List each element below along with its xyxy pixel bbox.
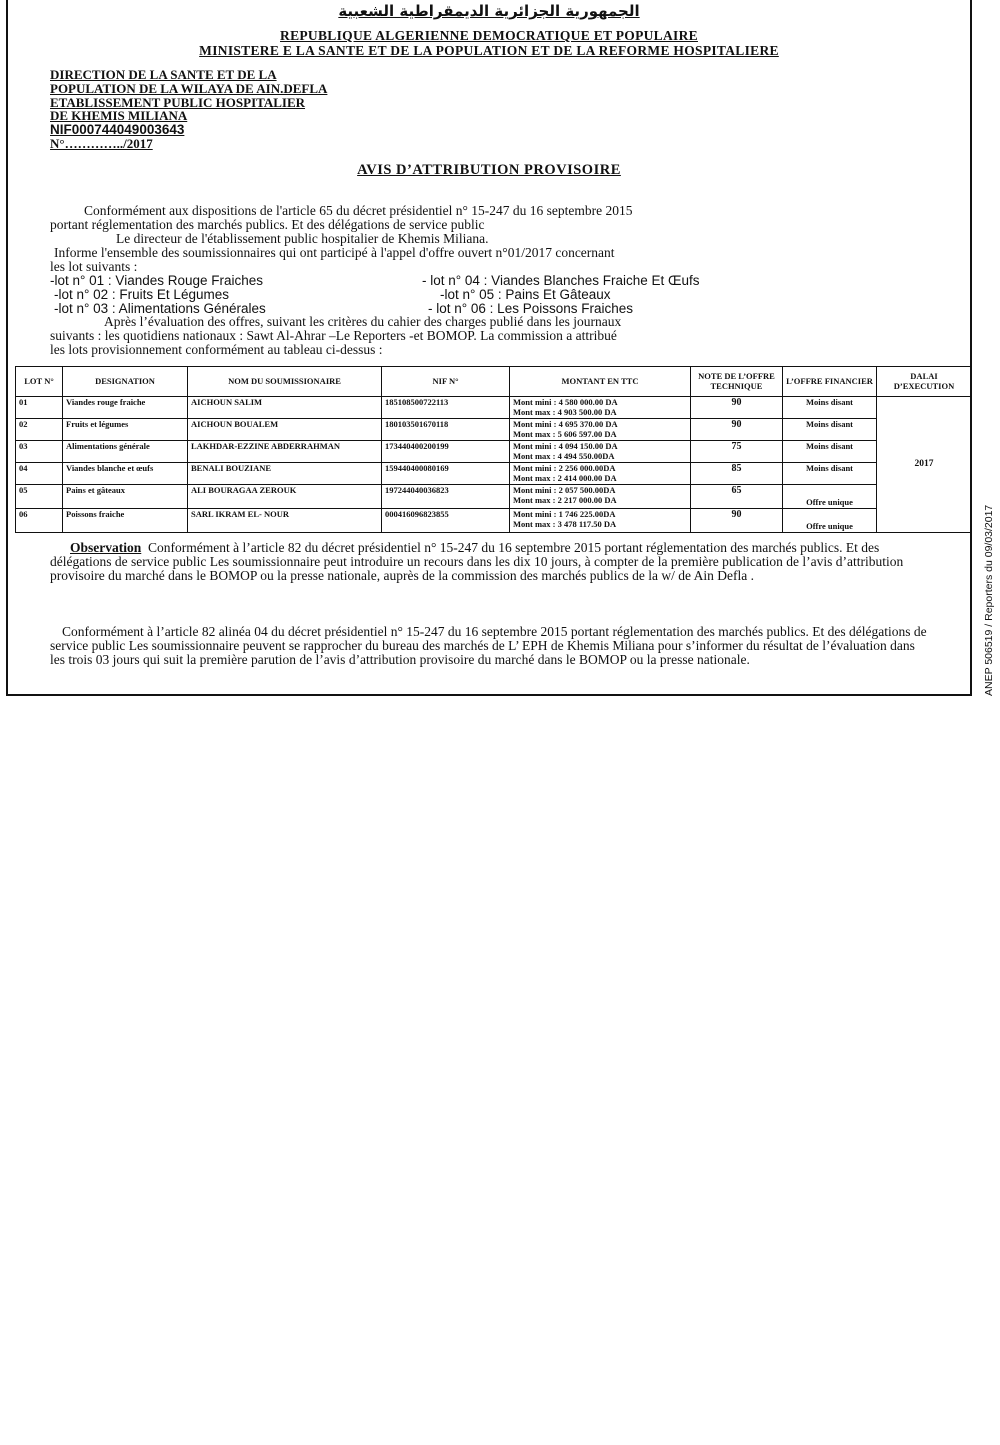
ministry-header: MINISTERE E LA SANTE ET DE LA POPULATION ET DE LA REFORME HOSPITALIERE — [199, 43, 779, 58]
amount-max: Mont max : 2 414 000.00 DA — [513, 472, 617, 483]
evaluation-line-1: Après l’évaluation des offres, suivant les critères du cahier des charges publié dans les journaux — [104, 314, 622, 329]
publication-stamp: ANEP 506519 / Reporters du 09/03/2017 — [983, 504, 995, 696]
observation-text: Conformément à l’article 82 du décret présidentiel n° 15-247 du 16 septembre 2015 portant réglementation des marchés publics. Et des délégations de service public Les soumissionnaire peut introduire un recours dans les dix 10 jours, à compter de la première publication de l’avis d’attribution provisoire du marché dans le BOMOP ou la presse nationale, auprès de la commission des marchés publics de la w/ de Ain Defla . — [50, 540, 904, 583]
reference-number: N°…………../2017 — [50, 136, 153, 151]
cell-nif: 173440400200199 — [382, 441, 510, 463]
table-row — [16, 419, 972, 441]
cell-offer: Moins disant — [783, 419, 877, 441]
observation-paragraph — [50, 541, 930, 582]
amount-min: Mont mini : 4 695 370.00 DA — [513, 419, 618, 429]
table-row — [16, 463, 972, 485]
cell-amount — [510, 509, 691, 533]
header-name: NOM DU SOUMISSIONAIRE — [188, 367, 382, 397]
header-nif: NIF N° — [382, 367, 510, 397]
table-row — [16, 485, 972, 509]
cell-name: AICHOUN BOUALEM — [188, 419, 382, 441]
cell-name: AICHOUN SALIM — [188, 397, 382, 419]
cell-offer: Offre unique — [783, 485, 877, 509]
cell-designation: Alimentations générale — [63, 441, 188, 463]
lot-item-02: -lot n° 02 : Fruits Et Légumes — [54, 287, 229, 302]
cell-designation: Viandes rouge fraiche — [63, 397, 188, 419]
cell-nif: 185108500722113 — [382, 397, 510, 419]
intro-line-1: Conformément aux dispositions de l'article 65 du décret présidentiel n° 15-247 du 16 septembre 2015 — [84, 203, 633, 218]
intro-line-2: portant réglementation des marchés publics. Et des délégations de service public — [50, 217, 485, 232]
notice-title: AVIS D’ATTRIBUTION PROVISOIRE — [357, 162, 621, 178]
amount-min: Mont mini : 2 256 000.00DA — [513, 463, 616, 473]
cell-name: LAKHDAR-EZZINE ABDERRAHMAN — [188, 441, 382, 463]
final-paragraph: Conformément à l’article 82 alinéa 04 du décret présidentiel n° 15-247 du 16 septembre 2015 portant réglementation des marchés publics. Et des délégations de service public Les soumissionnaire peuvent se rapprocher du bureau des marchés de L’ EPH de Khemis Miliana pour s’informer du résultat de l’évaluation dans les trois 03 jours qui suit la première parution de l’avis d’attribution provisoire du marché dans le BOMOP ou la presse nationale. — [50, 624, 927, 667]
table-row — [16, 397, 972, 419]
cell-name: SARL IKRAM EL- NOUR — [188, 509, 382, 533]
cell-name: ALI BOURAGAA ZEROUK — [188, 485, 382, 509]
lot-item-03: -lot n° 03 : Alimentations Générales — [54, 301, 266, 316]
cell-note: 90 — [691, 419, 783, 441]
amount-max: Mont max : 5 606 597.00 DA — [513, 428, 617, 439]
header-offer: L’OFFRE FINANCIER — [783, 367, 877, 397]
cell-designation: Poissons fraiche — [63, 509, 188, 533]
direction-line-4: DE KHEMIS MILIANA — [50, 108, 188, 123]
cell-amount — [510, 441, 691, 463]
table-row — [16, 509, 972, 533]
cell-note: 90 — [691, 397, 783, 419]
amount-min: Mont mini : 1 746 225.00DA — [513, 509, 616, 519]
header-designation: DESIGNATION — [63, 367, 188, 397]
amount-max: Mont max : 4 903 500.00 DA — [513, 406, 617, 417]
table-row — [16, 441, 972, 463]
evaluation-line-2: suivants : les quotidiens nationaux : Sawt Al-Ahrar –Le Reporters -et BOMOP. La commission a attribué — [50, 328, 617, 343]
cell-amount — [510, 397, 691, 419]
direction-line-3: ETABLISSEMENT PUBLIC HOSPITALIER — [50, 95, 306, 110]
intro-line-5: les lot suivants : — [50, 259, 138, 274]
amount-max: Mont max : 4 494 550.00DA — [513, 450, 615, 461]
amount-min: Mont mini : 2 057 500.00DA — [513, 485, 616, 495]
lot-item-06: - lot n° 06 : Les Poissons Fraiches — [428, 301, 633, 316]
observation-label: Observation — [70, 540, 142, 555]
amount-max: Mont max : 2 217 000.00 DA — [513, 494, 617, 505]
evaluation-line-3: les lots provisionnement conformément au tableau ci-dessus : — [50, 342, 383, 357]
cell-lot: 05 — [16, 485, 63, 509]
cell-nif: 159440400080169 — [382, 463, 510, 485]
lot-item-05: -lot n° 05 : Pains Et Gâteaux — [440, 287, 611, 302]
cell-amount — [510, 419, 691, 441]
attribution-table — [15, 366, 972, 533]
lot-item-01: -lot n° 01 : Viandes Rouge Fraiches — [50, 273, 264, 288]
lot-item-04: - lot n° 04 : Viandes Blanches Fraiche Et Œufs — [422, 273, 700, 288]
amount-max: Mont max : 3 478 117.50 DA — [513, 518, 617, 529]
amount-min: Mont mini : 4 580 000.00 DA — [513, 397, 618, 407]
table-header-row — [16, 367, 972, 397]
cell-note: 75 — [691, 441, 783, 463]
cell-lot: 04 — [16, 463, 63, 485]
intro-line-4: Informe l'ensemble des soumissionnaires qui ont participé à l'appel d'offre ouvert n°01/2017 concernant — [54, 245, 615, 260]
cell-amount — [510, 485, 691, 509]
amount-min: Mont mini : 4 094 150.00 DA — [513, 441, 618, 451]
cell-lot: 01 — [16, 397, 63, 419]
cell-note: 85 — [691, 463, 783, 485]
cell-offer: Offre unique — [783, 509, 877, 533]
cell-name: BENALI BOUZIANE — [188, 463, 382, 485]
cell-lot: 02 — [16, 419, 63, 441]
cell-nif: 180103501670118 — [382, 419, 510, 441]
cell-designation: Pains et gâteaux — [63, 485, 188, 509]
direction-line-1: DIRECTION DE LA SANTE ET DE LA — [50, 67, 277, 82]
cell-delay: 2017 — [877, 397, 972, 533]
cell-designation: Viandes blanche et œufs — [63, 463, 188, 485]
cell-nif: 000416096823855 — [382, 509, 510, 533]
intro-line-3: Le directeur de l'établissement public hospitalier de Khemis Miliana. — [116, 231, 489, 246]
republic-header: REPUBLIQUE ALGERIENNE DEMOCRATIQUE ET POPULAIRE — [280, 28, 698, 43]
cell-offer: Moins disant — [783, 463, 877, 485]
header-lot: LOT N° — [16, 367, 63, 397]
cell-nif: 197244040036823 — [382, 485, 510, 509]
header-amount: MONTANT EN TTC — [510, 367, 691, 397]
cell-designation: Fruits et légumes — [63, 419, 188, 441]
cell-amount — [510, 463, 691, 485]
cell-offer: Moins disant — [783, 441, 877, 463]
cell-lot: 03 — [16, 441, 63, 463]
direction-line-2: POPULATION DE LA WILAYA DE AIN.DEFLA — [50, 81, 328, 96]
cell-offer: Moins disant — [783, 397, 877, 419]
cell-note: 90 — [691, 509, 783, 533]
cell-note: 65 — [691, 485, 783, 509]
nif-number: NIF00074404900364​3 — [50, 122, 185, 137]
cell-lot: 06 — [16, 509, 63, 533]
header-note: NOTE DE L’OFFRE TECHNIQUE — [691, 367, 783, 397]
header-delay: DALAI D’EXECUTION — [877, 367, 972, 397]
document-page — [6, 0, 972, 696]
arabic-header: الجمهورية الجزائرية الديمقراطية الشعبية — [338, 2, 640, 20]
